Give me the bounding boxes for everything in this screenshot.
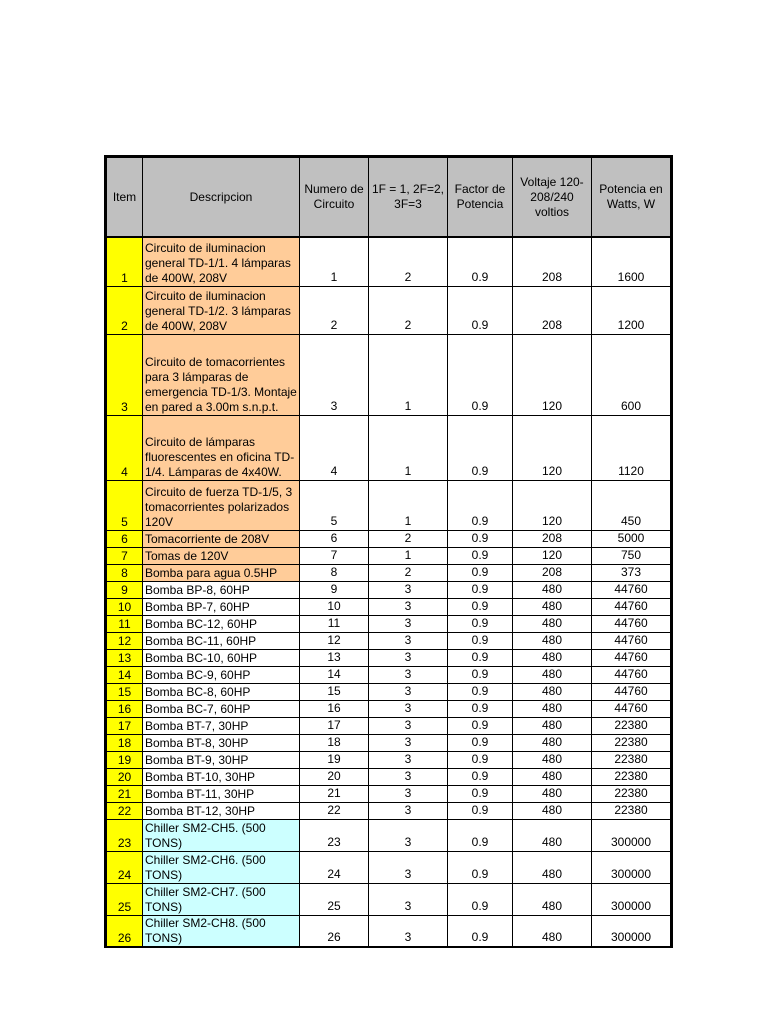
table-row	[106, 683, 672, 700]
table-row	[106, 734, 672, 751]
cell-fases: 2	[369, 237, 448, 286]
cell-fases: 3	[369, 851, 448, 883]
cell-fases: 3	[369, 615, 448, 632]
cell-circuito: 11	[300, 615, 369, 632]
cell-voltaje: 120	[513, 415, 592, 480]
cell-voltaje: 480	[513, 700, 592, 717]
cell-circuito: 10	[300, 598, 369, 615]
cell-fases: 1	[369, 547, 448, 564]
cell-descripcion: Bomba BP-8, 60HP	[143, 581, 300, 598]
cell-item: 15	[106, 683, 143, 700]
cell-potencia: 22380	[592, 785, 672, 802]
cell-item: 18	[106, 734, 143, 751]
table-row	[106, 768, 672, 785]
cell-descripcion: Bomba BT-12, 30HP	[143, 802, 300, 819]
cell-descripcion: Bomba BC-10, 60HP	[143, 649, 300, 666]
cell-descripcion: Bomba BT-10, 30HP	[143, 768, 300, 785]
cell-item: 25	[106, 883, 143, 915]
cell-circuito: 12	[300, 632, 369, 649]
cell-fases: 3	[369, 632, 448, 649]
cell-descripcion: Bomba BP-7, 60HP	[143, 598, 300, 615]
cell-circuito: 23	[300, 819, 369, 851]
cell-item: 4	[106, 415, 143, 480]
cell-factor: 0.9	[448, 802, 513, 819]
table-row	[106, 819, 672, 851]
cell-voltaje: 208	[513, 530, 592, 547]
cell-factor: 0.9	[448, 237, 513, 286]
cell-fases: 2	[369, 564, 448, 581]
cell-voltaje: 480	[513, 717, 592, 734]
cell-circuito: 21	[300, 785, 369, 802]
cell-circuito: 8	[300, 564, 369, 581]
table-row	[106, 334, 672, 415]
cell-item: 7	[106, 547, 143, 564]
cell-item: 12	[106, 632, 143, 649]
cell-item: 13	[106, 649, 143, 666]
cell-factor: 0.9	[448, 915, 513, 947]
cell-voltaje: 480	[513, 785, 592, 802]
cell-voltaje: 120	[513, 547, 592, 564]
cell-item: 6	[106, 530, 143, 547]
cell-descripcion: Circuito de tomacorrientes para 3 lámparas de emergencia TD-1/3. Montaje en pared a 3.00m s.n.p.t.	[143, 334, 300, 415]
cell-potencia: 1200	[592, 286, 672, 334]
cell-potencia: 373	[592, 564, 672, 581]
cell-voltaje: 208	[513, 237, 592, 286]
table-row	[106, 237, 672, 286]
cell-fases: 3	[369, 717, 448, 734]
cell-circuito: 14	[300, 666, 369, 683]
cell-factor: 0.9	[448, 649, 513, 666]
cell-fases: 3	[369, 683, 448, 700]
cell-descripcion: Tomas de 120V	[143, 547, 300, 564]
cell-voltaje: 480	[513, 649, 592, 666]
cell-circuito: 2	[300, 286, 369, 334]
cell-factor: 0.9	[448, 717, 513, 734]
header-descripcion: Descripcion	[143, 157, 300, 238]
cell-item: 23	[106, 819, 143, 851]
cell-descripcion: Bomba BT-9, 30HP	[143, 751, 300, 768]
table-header	[106, 157, 672, 238]
cell-voltaje: 480	[513, 615, 592, 632]
cell-factor: 0.9	[448, 564, 513, 581]
cell-descripcion: Circuito de iluminacion general TD-1/1. 4 lámparas de 400W, 208V	[143, 237, 300, 286]
cell-item: 24	[106, 851, 143, 883]
cell-factor: 0.9	[448, 415, 513, 480]
cell-circuito: 5	[300, 480, 369, 530]
cell-voltaje: 480	[513, 768, 592, 785]
cell-fases: 3	[369, 598, 448, 615]
cell-potencia: 300000	[592, 819, 672, 851]
cell-descripcion: Chiller SM2-CH6. (500 TONS)	[143, 851, 300, 883]
cell-item: 8	[106, 564, 143, 581]
cell-descripcion: Circuito de fuerza TD-1/5, 3 tomacorrientes polarizados 120V	[143, 480, 300, 530]
cell-voltaje: 480	[513, 581, 592, 598]
cell-factor: 0.9	[448, 666, 513, 683]
cell-voltaje: 120	[513, 480, 592, 530]
cell-item: 5	[106, 480, 143, 530]
cell-potencia: 22380	[592, 768, 672, 785]
cell-item: 26	[106, 915, 143, 947]
cell-voltaje: 208	[513, 564, 592, 581]
cell-fases: 3	[369, 751, 448, 768]
table-row	[106, 415, 672, 480]
table-row	[106, 802, 672, 819]
cell-circuito: 22	[300, 802, 369, 819]
cell-factor: 0.9	[448, 598, 513, 615]
cell-circuito: 24	[300, 851, 369, 883]
cell-circuito: 1	[300, 237, 369, 286]
cell-potencia: 44760	[592, 700, 672, 717]
table-row	[106, 649, 672, 666]
cell-potencia: 44760	[592, 683, 672, 700]
cell-voltaje: 480	[513, 883, 592, 915]
cell-item: 22	[106, 802, 143, 819]
cell-item: 20	[106, 768, 143, 785]
cell-fases: 3	[369, 581, 448, 598]
table-row	[106, 632, 672, 649]
cell-fases: 1	[369, 415, 448, 480]
table-row	[106, 547, 672, 564]
cell-descripcion: Chiller SM2-CH5. (500 TONS)	[143, 819, 300, 851]
header-potencia: Potencia en Watts, W	[592, 157, 672, 238]
cell-item: 14	[106, 666, 143, 683]
cell-factor: 0.9	[448, 700, 513, 717]
cell-descripcion: Bomba para agua 0.5HP	[143, 564, 300, 581]
cell-potencia: 22380	[592, 751, 672, 768]
cell-fases: 3	[369, 785, 448, 802]
cell-potencia: 750	[592, 547, 672, 564]
cell-circuito: 18	[300, 734, 369, 751]
cell-item: 17	[106, 717, 143, 734]
cell-descripcion: Bomba BC-7, 60HP	[143, 700, 300, 717]
table-row	[106, 700, 672, 717]
cell-voltaje: 480	[513, 734, 592, 751]
cell-voltaje: 480	[513, 819, 592, 851]
cell-potencia: 1120	[592, 415, 672, 480]
cell-factor: 0.9	[448, 683, 513, 700]
cell-item: 21	[106, 785, 143, 802]
table-row	[106, 480, 672, 530]
cell-item: 9	[106, 581, 143, 598]
table-row	[106, 785, 672, 802]
table-row	[106, 530, 672, 547]
cell-potencia: 22380	[592, 802, 672, 819]
cell-voltaje: 480	[513, 598, 592, 615]
cell-item: 16	[106, 700, 143, 717]
cell-fases: 2	[369, 530, 448, 547]
cell-voltaje: 480	[513, 632, 592, 649]
cell-voltaje: 480	[513, 851, 592, 883]
cell-factor: 0.9	[448, 751, 513, 768]
cell-factor: 0.9	[448, 819, 513, 851]
cell-fases: 3	[369, 819, 448, 851]
cell-voltaje: 480	[513, 666, 592, 683]
cell-potencia: 5000	[592, 530, 672, 547]
cell-factor: 0.9	[448, 615, 513, 632]
cell-factor: 0.9	[448, 768, 513, 785]
table-row	[106, 751, 672, 768]
cell-circuito: 26	[300, 915, 369, 947]
table-row	[106, 581, 672, 598]
table-row	[106, 615, 672, 632]
cell-potencia: 300000	[592, 883, 672, 915]
cell-item: 3	[106, 334, 143, 415]
cell-factor: 0.9	[448, 530, 513, 547]
cell-factor: 0.9	[448, 883, 513, 915]
cell-descripcion: Chiller SM2-CH7. (500 TONS)	[143, 883, 300, 915]
cell-circuito: 25	[300, 883, 369, 915]
cell-circuito: 9	[300, 581, 369, 598]
header-item: Item	[106, 157, 143, 238]
cell-potencia: 22380	[592, 734, 672, 751]
cell-descripcion: Bomba BC-11, 60HP	[143, 632, 300, 649]
cell-descripcion: Bomba BC-12, 60HP	[143, 615, 300, 632]
cell-voltaje: 480	[513, 751, 592, 768]
table-row	[106, 286, 672, 334]
cell-circuito: 19	[300, 751, 369, 768]
cell-item: 2	[106, 286, 143, 334]
cell-factor: 0.9	[448, 785, 513, 802]
cell-potencia: 300000	[592, 851, 672, 883]
cell-voltaje: 208	[513, 286, 592, 334]
cell-descripcion: Chiller SM2-CH8. (500 TONS)	[143, 915, 300, 947]
cell-fases: 3	[369, 768, 448, 785]
header-factor-potencia: Factor de Potencia	[448, 157, 513, 238]
cell-potencia: 1600	[592, 237, 672, 286]
table-body	[106, 237, 672, 947]
circuit-table	[104, 155, 673, 948]
cell-potencia: 44760	[592, 615, 672, 632]
header-numero-circuito: Numero de Circuito	[300, 157, 369, 238]
cell-circuito: 4	[300, 415, 369, 480]
table-row	[106, 851, 672, 883]
cell-potencia: 300000	[592, 915, 672, 947]
cell-circuito: 6	[300, 530, 369, 547]
cell-fases: 1	[369, 334, 448, 415]
cell-fases: 3	[369, 734, 448, 751]
cell-fases: 3	[369, 915, 448, 947]
cell-descripcion: Circuito de lámparas fluorescentes en oficina TD-1/4. Lámparas de 4x40W.	[143, 415, 300, 480]
cell-factor: 0.9	[448, 480, 513, 530]
cell-descripcion: Circuito de iluminacion general TD-1/2. 3 lámparas de 400W, 208V	[143, 286, 300, 334]
cell-fases: 3	[369, 802, 448, 819]
cell-potencia: 22380	[592, 717, 672, 734]
table-row	[106, 915, 672, 947]
cell-factor: 0.9	[448, 734, 513, 751]
cell-fases: 3	[369, 883, 448, 915]
cell-circuito: 15	[300, 683, 369, 700]
cell-factor: 0.9	[448, 851, 513, 883]
cell-potencia: 44760	[592, 649, 672, 666]
cell-potencia: 44760	[592, 598, 672, 615]
cell-item: 19	[106, 751, 143, 768]
cell-descripcion: Bomba BT-8, 30HP	[143, 734, 300, 751]
cell-fases: 2	[369, 286, 448, 334]
cell-fases: 3	[369, 649, 448, 666]
cell-potencia: 44760	[592, 666, 672, 683]
cell-factor: 0.9	[448, 632, 513, 649]
table-row	[106, 598, 672, 615]
cell-factor: 0.9	[448, 581, 513, 598]
cell-voltaje: 480	[513, 683, 592, 700]
cell-circuito: 7	[300, 547, 369, 564]
cell-factor: 0.9	[448, 286, 513, 334]
cell-voltaje: 480	[513, 802, 592, 819]
cell-fases: 3	[369, 666, 448, 683]
cell-descripcion: Tomacorriente de 208V	[143, 530, 300, 547]
cell-voltaje: 120	[513, 334, 592, 415]
table-row	[106, 717, 672, 734]
cell-potencia: 450	[592, 480, 672, 530]
cell-item: 11	[106, 615, 143, 632]
cell-fases: 3	[369, 700, 448, 717]
cell-circuito: 20	[300, 768, 369, 785]
table-row	[106, 666, 672, 683]
cell-voltaje: 480	[513, 915, 592, 947]
cell-potencia: 44760	[592, 632, 672, 649]
cell-circuito: 13	[300, 649, 369, 666]
cell-circuito: 17	[300, 717, 369, 734]
cell-factor: 0.9	[448, 547, 513, 564]
cell-circuito: 16	[300, 700, 369, 717]
table-row	[106, 564, 672, 581]
cell-fases: 1	[369, 480, 448, 530]
cell-potencia: 44760	[592, 581, 672, 598]
header-voltaje: Voltaje 120-208/240 voltios	[513, 157, 592, 238]
cell-descripcion: Bomba BT-11, 30HP	[143, 785, 300, 802]
cell-potencia: 600	[592, 334, 672, 415]
cell-factor: 0.9	[448, 334, 513, 415]
cell-item: 1	[106, 237, 143, 286]
cell-descripcion: Bomba BC-9, 60HP	[143, 666, 300, 683]
header-fases: 1F = 1, 2F=2, 3F=3	[369, 157, 448, 238]
table-row	[106, 883, 672, 915]
cell-item: 10	[106, 598, 143, 615]
cell-circuito: 3	[300, 334, 369, 415]
cell-descripcion: Bomba BT-7, 30HP	[143, 717, 300, 734]
cell-descripcion: Bomba BC-8, 60HP	[143, 683, 300, 700]
